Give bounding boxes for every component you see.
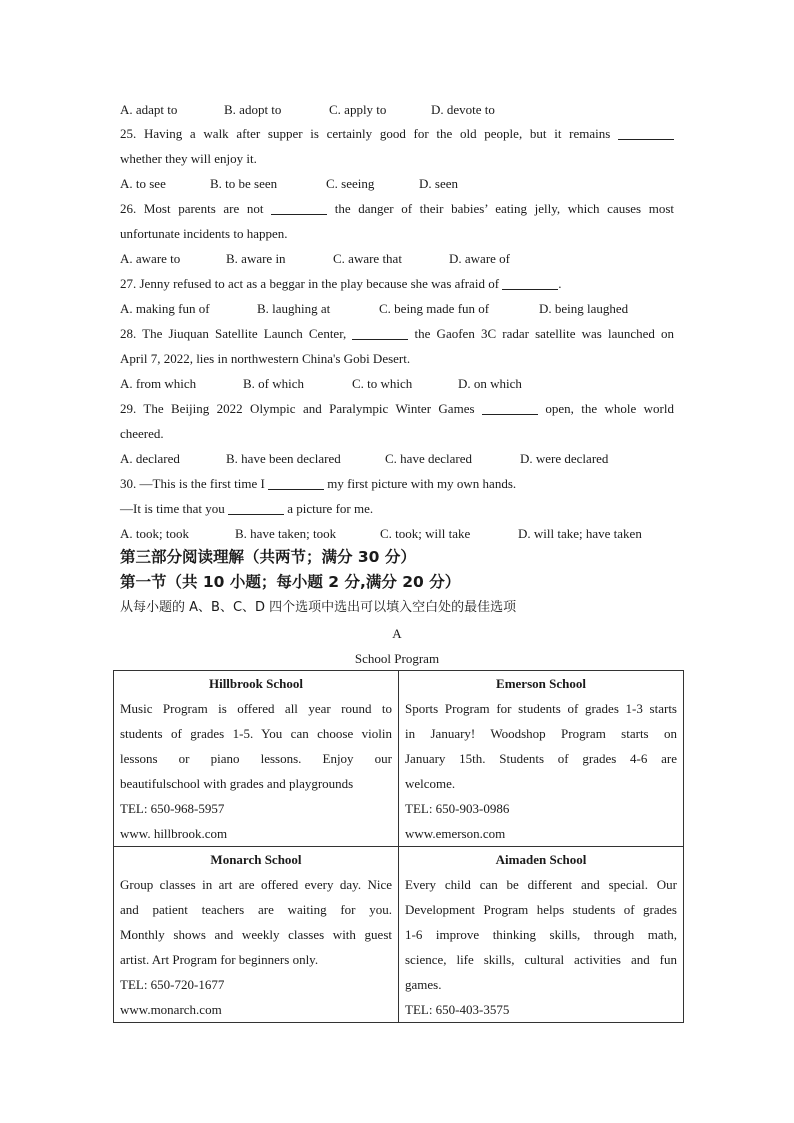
q25-blank (618, 125, 674, 140)
description-line: students of grades 1-5. You can choose violin (120, 726, 392, 741)
part3-instruction: 从每小题的 A、B、C、D 四个选项中选出可以填入空白处的最佳选项 (120, 600, 517, 615)
q30-stem-d: a picture for me. (287, 501, 374, 516)
school-name: Aimaden School (495, 852, 587, 867)
description-line: in January! Woodshop Program starts on (405, 726, 677, 741)
q29-stem-b: open, the whole world (545, 401, 674, 416)
q29-stem-a: 29. The Beijing 2022 Olympic and Paralympic Winter Games (120, 401, 475, 416)
school-website: www.emerson.com (405, 826, 506, 841)
q25-option-b: B. to be seen (210, 176, 278, 191)
q28-blank (352, 325, 408, 340)
q24-option-d: D. devote to (431, 102, 495, 117)
q29-option-d: D. were declared (520, 451, 609, 466)
description-line: lessons or piano lessons. Enjoy our (120, 751, 392, 766)
q26-stem-c: unfortunate incidents to happen. (120, 226, 288, 241)
q28-option-c: C. to which (352, 376, 413, 391)
part3-section1-heading: 第一节（共 10 小题；每小题 2 分,满分 20 分） (120, 573, 461, 591)
description-line: Every child can be different and special. Our (405, 877, 677, 892)
q25-option-d: D. seen (419, 176, 458, 191)
school-description (405, 872, 677, 997)
school-tel: TEL: 650-968-5957 (120, 801, 225, 816)
q30-stem-a: 30. —This is the first time I (120, 476, 265, 491)
q30-stem-c: —It is time that you (120, 501, 225, 516)
school-tel: TEL: 650-903-0986 (405, 801, 510, 816)
description-line: Music Program is offered all year round to (120, 701, 392, 716)
q27-stem-a: 27. Jenny refused to act as a beggar in the play because she was afraid of (120, 276, 500, 291)
school-name: Hillbrook School (208, 676, 304, 691)
school-cell-aimaden (399, 847, 684, 1023)
school-description (120, 696, 392, 796)
q25-option-c: C. seeing (326, 176, 375, 191)
q27-blank (502, 275, 558, 290)
q30-options (120, 521, 674, 546)
q26-blank (271, 200, 327, 215)
q25-stem-a: 25. Having a walk after supper is certainly good for the old people, but it remains (120, 126, 611, 141)
q24-options (120, 97, 674, 122)
q28-option-b: B. of which (243, 376, 305, 391)
description-line: beautifulschool with grades and playgrounds (120, 776, 354, 791)
description-line: games. (405, 977, 442, 992)
q26-option-d: D. aware of (449, 251, 510, 266)
school-name: Emerson School (496, 676, 586, 691)
part3-heading: 第三部分阅读理解（共两节；满分 30 分） (120, 548, 416, 566)
q27-option-a: A. making fun of (120, 301, 210, 316)
school-website: www.monarch.com (120, 1002, 222, 1017)
q26-stem-b: the danger of their babies’ eating jelly, which causes most (334, 201, 675, 216)
description-line: Group classes in art are offered every day. Nice (120, 877, 392, 892)
passage-title: School Program (354, 651, 440, 666)
description-line: and patient teachers are waiting for you. (120, 902, 392, 917)
q28-stem-b: the Gaofen 3C radar satellite was launched on (414, 326, 675, 341)
school-description (120, 872, 392, 972)
q25-option-a: A. to see (120, 176, 166, 191)
q29-options (120, 446, 674, 471)
school-cell-hillbrook (114, 671, 399, 847)
passage-label: A (392, 626, 402, 641)
table-row (114, 671, 684, 847)
q25-options (120, 171, 674, 196)
q30-blank-1 (268, 475, 324, 490)
q26-option-b: B. aware in (226, 251, 286, 266)
q30-stem-line1 (120, 471, 674, 496)
q30-stem-b: my first picture with my own hands. (327, 476, 517, 491)
description-line: science, life skills, cultural activities and fun (405, 952, 677, 967)
q26-option-c: C. aware that (333, 251, 402, 266)
q27-option-c: C. being made fun of (379, 301, 490, 316)
school-program-table (113, 670, 684, 1023)
q30-option-b: B. have taken; took (235, 526, 337, 541)
school-tel: TEL: 650-720-1677 (120, 977, 225, 992)
q28-stem-c: April 7, 2022, lies in northwestern China's Gobi Desert. (120, 351, 411, 366)
school-name: Monarch School (210, 852, 302, 867)
q26-option-a: A. aware to (120, 251, 181, 266)
q30-stem-line2 (120, 496, 674, 521)
description-line: 1-6 improve thinking skills, through math, (405, 927, 677, 942)
description-line: Development Program helps students of grades (405, 902, 677, 917)
q29-option-b: B. have been declared (226, 451, 341, 466)
q25-stem-b: whether they will enjoy it. (120, 151, 257, 166)
q29-stem-line1 (120, 396, 674, 421)
school-cell-monarch (114, 847, 399, 1023)
description-line: artist. Art Program for beginners only. (120, 952, 319, 967)
school-description (405, 696, 677, 796)
q27-stem-b: . (558, 276, 562, 291)
q30-option-c: C. took; will take (380, 526, 471, 541)
q24-option-a: A. adapt to (120, 102, 178, 117)
q27-option-d: D. being laughed (539, 301, 629, 316)
q29-option-a: A. declared (120, 451, 180, 466)
q28-option-d: D. on which (458, 376, 522, 391)
school-tel: TEL: 650-403-3575 (405, 1002, 510, 1017)
q25-stem-line1 (120, 121, 674, 146)
q29-blank (482, 400, 538, 415)
description-line: Sports Program for students of grades 1-3 starts (405, 701, 677, 716)
q24-option-c: C. apply to (329, 102, 387, 117)
q28-stem-a: 28. The Jiuquan Satellite Launch Center, (120, 326, 347, 341)
q29-stem-c: cheered. (120, 426, 164, 441)
q26-stem-a: 26. Most parents are not (120, 201, 264, 216)
description-line: January 15th. Students of grades 4-6 are (405, 751, 677, 766)
q30-option-d: D. will take; have taken (518, 526, 642, 541)
q29-option-c: C. have declared (385, 451, 472, 466)
q27-options (120, 296, 674, 321)
school-website: www. hillbrook.com (120, 826, 228, 841)
description-line: welcome. (405, 776, 456, 791)
q28-option-a: A. from which (120, 376, 197, 391)
school-cell-emerson (399, 671, 684, 847)
q26-options (120, 246, 674, 271)
q28-options (120, 371, 674, 396)
q26-stem-line1 (120, 196, 674, 221)
q30-option-a: A. took; took (120, 526, 189, 541)
table-row (114, 847, 684, 1023)
q24-option-b: B. adopt to (224, 102, 282, 117)
q27-option-b: B. laughing at (257, 301, 331, 316)
q27-stem (120, 271, 674, 296)
description-line: Monthly shows and weekly classes with guest (120, 927, 392, 942)
q28-stem-line1 (120, 321, 674, 346)
q30-blank-2 (228, 500, 284, 515)
